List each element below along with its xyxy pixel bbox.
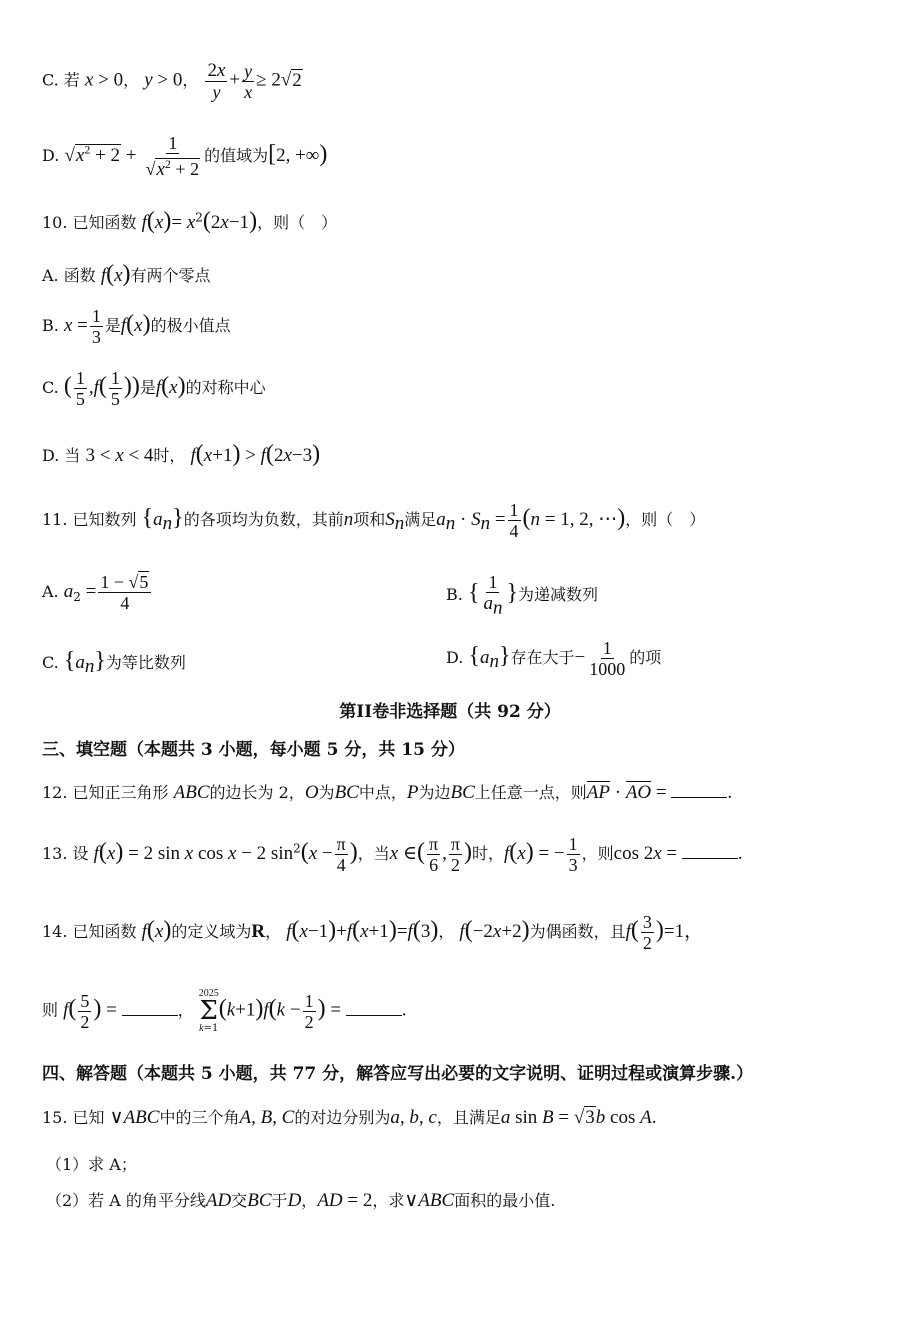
text: 时， bbox=[153, 446, 186, 465]
option-label: D. bbox=[42, 146, 60, 165]
text: 时， bbox=[471, 844, 504, 863]
text: 的对边分别为 bbox=[294, 1108, 391, 1127]
question-label: 15. 已知 bbox=[42, 1108, 105, 1127]
text: 面积的最小值. bbox=[454, 1191, 556, 1210]
q11-option-a: A. $a_2$ = $\frac{1 - √5}{4}$ bbox=[42, 572, 153, 613]
question-label: 11. 已知数列 bbox=[42, 510, 137, 529]
option-label: B. bbox=[42, 316, 59, 335]
option-label: C. bbox=[42, 378, 59, 397]
text: 为偶函数，且 bbox=[529, 922, 626, 941]
text: 为递减数列 bbox=[518, 584, 599, 604]
q9-option-d: D. $√x^2 + 2$ + $\frac{1}{√x^2 + 2}$ 的值域为[2, +∞) bbox=[42, 133, 328, 180]
text: 的对称中心 bbox=[185, 378, 266, 397]
question-label: 12. 已知正三角形 bbox=[42, 783, 169, 802]
text: 为边 bbox=[418, 783, 451, 802]
text: ，则（ ） bbox=[625, 510, 706, 529]
option-label: A. bbox=[42, 582, 59, 601]
q10-option-c: C. ( $\frac{1}{5}$ ,f( $\frac{1}{5}$ ))是f(x)的对称中心 bbox=[42, 368, 266, 409]
option-label: A. 函数 bbox=[42, 266, 96, 285]
text: 则 bbox=[42, 1000, 59, 1020]
answer-blank bbox=[122, 1001, 178, 1016]
text: 交 bbox=[231, 1191, 248, 1210]
section3-title: 三、填空题（本题共 3 小题，每小题 5 分，共 15 分） bbox=[42, 740, 465, 760]
q11-stem: 11. 已知数列 $\{a_n\}$的各项均为负数，其前n项和$S_n$满足$a_n \cdot S_n$ = $\frac{1}{4}$ (n = 1, 2, ⋯)，则（ ） bbox=[42, 500, 706, 541]
q10-option-a: A. 函数 f(x)有两个零点 bbox=[42, 261, 211, 287]
q10-option-d: D. 当 3 < x < 4时， f(x+1) > f(2x−3) bbox=[42, 441, 321, 467]
answer-blank bbox=[671, 783, 727, 798]
text: 于 bbox=[271, 1191, 288, 1210]
q10-stem: 10. 已知函数 $f(x)= x^2(2x-1)$，则（ ） bbox=[42, 208, 338, 234]
q15-part2: （2）若 A 的角平分线AD交BC于D，AD = 2，求∨ABC面积的最小值. bbox=[46, 1190, 556, 1211]
q10-option-b: B. x = $\frac{1}{3}$ 是f(x)的极小值点 bbox=[42, 306, 231, 347]
part2-title: 第II卷非选择题（共 92 分） bbox=[339, 702, 561, 722]
text: 项和 bbox=[353, 510, 386, 529]
text: （2）若 A 的角平分线 bbox=[46, 1191, 206, 1210]
option-label: D. 当 bbox=[42, 446, 81, 465]
option-label: C. 若 bbox=[42, 70, 80, 90]
q11-option-b: B. { $\frac{1}{a_n}$ }为递减数列 bbox=[446, 572, 599, 619]
q11-option-d: D. $\{a_n\}$存在大于− $\frac{1}{1000}$ 的项 bbox=[446, 638, 662, 679]
text: ， bbox=[301, 1191, 318, 1210]
q14-continuation: 则 f( $\frac{5}{2}$ ) = ， 2025 Σ k=1 (k+1)f(k − $\frac{1}{2}$ ) = . bbox=[42, 988, 407, 1034]
text: ，当 bbox=[357, 844, 390, 863]
text: 的定义域为 bbox=[171, 922, 252, 941]
section4-title: 四、解答题（本题共 5 小题，共 77 分，解答应写出必要的文字说明、证明过程或演算步骤.） bbox=[42, 1064, 754, 1084]
punct: ， bbox=[123, 70, 140, 90]
text: 上任意一点，则 bbox=[474, 783, 587, 802]
answer-blank bbox=[682, 844, 738, 859]
option-label: C. bbox=[42, 653, 59, 672]
text: 的极小值点 bbox=[150, 316, 231, 335]
text: ，则 bbox=[581, 844, 614, 863]
question-label: 13. 设 bbox=[42, 844, 89, 863]
text: 中点， bbox=[358, 783, 407, 802]
q14: 14. 已知函数 f(x)的定义域为R， f(x−1)+f(x+1)=f(3)， f(−2x+2)为偶函数，且f( $\frac{3}{2}$ )=1， bbox=[42, 912, 704, 953]
text: 有两个零点 bbox=[130, 266, 211, 285]
question-label: 10. 已知函数 bbox=[42, 213, 137, 232]
text: 中的三个角 bbox=[159, 1108, 240, 1127]
text: ，且满足 bbox=[436, 1108, 501, 1127]
text: 是 bbox=[104, 316, 121, 335]
q15: 15. 已知 ∨ABC中的三个角A, B, C的对边分别为a, b, c，且满足a sin B = √3b cos A. bbox=[42, 1107, 657, 1128]
text: 的值域为 bbox=[204, 146, 269, 165]
q13: 13. 设 f(x) = 2 sin x cos x − 2 $\sin^2(x$ − $\frac{\pi}{4}$ )，当x ∈( $\frac{\pi}{6}$ , $\frac{\pi}{2}$ )时，f(x) = − $\frac{1}{3}$ ，则cos 2x = . bbox=[42, 834, 743, 875]
q9-option-c: C. 若 x > 0， y > 0， $\frac{2x}{y}$ + $\frac{y}{x}$ ≥ 2√2 bbox=[42, 60, 302, 102]
text: 满足 bbox=[404, 510, 437, 529]
text: 为等比数列 bbox=[105, 653, 186, 672]
text: 为 bbox=[318, 783, 335, 802]
q15-part1: （1）求 A； bbox=[46, 1155, 137, 1174]
option-label: D. bbox=[446, 648, 464, 667]
text: 是 bbox=[139, 378, 156, 397]
q12: 12. 已知正三角形 ABC的边长为 2，O为BC中点，P为边BC上任意一点，则AP · AO = . bbox=[42, 782, 733, 803]
option-label: B. bbox=[446, 584, 463, 604]
text: ，则（ ） bbox=[257, 213, 338, 232]
answer-blank bbox=[346, 1001, 402, 1016]
text: 存在大于 bbox=[510, 648, 575, 667]
q11-option-c: C. $\{a_n\}$为等比数列 bbox=[42, 648, 186, 678]
text: 的项 bbox=[629, 648, 662, 667]
text: 的边长为 2， bbox=[209, 783, 305, 802]
question-label: 14. 已知函数 bbox=[42, 922, 137, 941]
text: 的各项均为负数，其前 bbox=[183, 510, 344, 529]
text: ，求 bbox=[372, 1191, 405, 1210]
